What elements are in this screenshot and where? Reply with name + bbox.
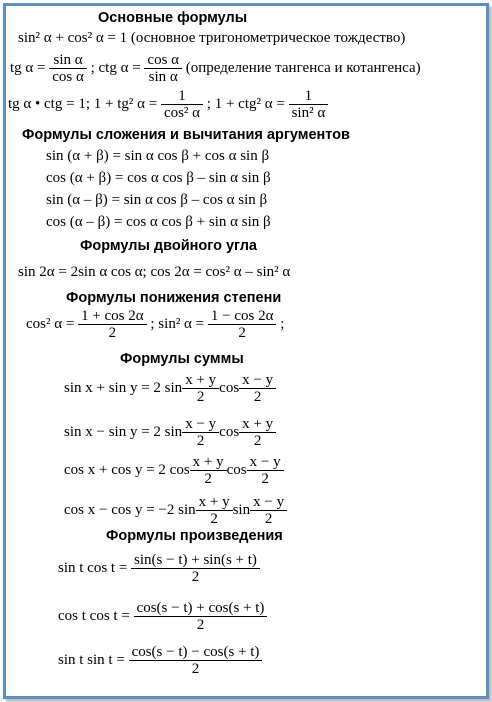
product-formula: cos t cos t = $\frac{\cos(s - t) + \cos(s + t)}{2}$ — [58, 600, 267, 633]
sum-formula: sin x + sin y = 2 sin $\frac{x + y}{2}$ cos $\frac{x - y}{2}$ — [64, 372, 276, 405]
double-angle-formula: sin 2α = 2sin α cos α; cos 2α = cos² α – sin² α — [18, 264, 291, 280]
sum-arg-fraction: $\frac{x - y}{2}$ — [247, 454, 284, 487]
cos-square-fraction: $\frac{1 + \cos 2\alpha}{2}$ — [78, 308, 147, 341]
power-reduction-formula: cos² α = $\frac{1 + \cos 2\alpha}{2}$ ; sin² α = $\frac{1 - \cos 2\alpha}{2}$ ; — [26, 308, 285, 341]
heading-addition: Формулы сложения и вычитания аргументов — [22, 127, 350, 143]
sum-arg-fraction: $\frac{x + y}{2}$ — [182, 372, 219, 405]
ctg-fraction: $\frac{\text{cos α}}{\text{sin α}}$ — [144, 52, 182, 85]
sum-formula: cos x + cos y = 2 cos $\frac{x + y}{2}$ cos $\frac{x - y}{2}$ — [64, 454, 284, 487]
addition-formula: sin (α – β) = sin α cos β – cos α sin β — [46, 192, 268, 208]
product-formula: sin t sin t = $\frac{\cos(s - t) - \cos(s + t)}{2}$ — [58, 644, 262, 677]
heading-power: Формулы понижения степени — [66, 290, 282, 306]
heading-product: Формулы произведения — [106, 528, 283, 544]
sum-arg-fraction: $\frac{x + y}{2}$ — [239, 416, 276, 449]
ctg-label: ; ctg α = — [90, 59, 141, 76]
sum-arg-fraction: $\frac{x - y}{2}$ — [250, 494, 287, 527]
formula-sheet — [3, 3, 489, 699]
tg-fraction: $\frac{\text{sin α}}{\text{cos α}}$ — [49, 52, 87, 85]
product-fraction: $\frac{\sin(s - t) + \sin(s + t)}{2}$ — [131, 552, 260, 585]
definition-note: (определение тангенса и котангенса) — [185, 59, 421, 76]
sec-fraction: $\frac{1}{\text{cos² α}}$ — [161, 88, 203, 121]
addition-formula: cos (α – β) = cos α cos β + sin α sin β — [46, 214, 271, 230]
csc-fraction: $\frac{1}{\text{sin² α}}$ — [289, 88, 329, 121]
sum-arg-fraction: $\frac{x - y}{2}$ — [239, 372, 276, 405]
identity-line: sin² α + cos² α = 1 (основное тригонометрическое тождество) — [18, 30, 406, 46]
product-fraction: $\frac{\cos(s - t) - \cos(s + t)}{2}$ — [129, 644, 263, 677]
sum-arg-fraction: $\frac{x - y}{2}$ — [182, 416, 219, 449]
sum-arg-fraction: $\frac{x + y}{2}$ — [190, 454, 227, 487]
tg-label: tg α = — [10, 59, 46, 76]
addition-formula: sin (α + β) = sin α cos β + cos α sin β — [46, 148, 270, 164]
tg-ctg-definition — [10, 52, 421, 85]
product-formula: sin t cos t = $\frac{\sin(s - t) + \sin(s + t)}{2}$ — [58, 552, 260, 585]
sum-arg-fraction: $\frac{x + y}{2}$ — [196, 494, 233, 527]
product-fraction: $\frac{\cos(s - t) + \cos(s + t)}{2}$ — [134, 600, 268, 633]
sum-formula: sin x − sin y = 2 sin $\frac{x - y}{2}$ cos $\frac{x + y}{2}$ — [64, 416, 276, 449]
heading-double: Формулы двойного угла — [80, 238, 257, 254]
addition-formula: cos (α + β) = cos α cos β – sin α sin β — [46, 170, 271, 186]
heading-basic: Основные формулы — [98, 10, 248, 26]
tg-ctg-relations: tg α • ctg = 1; 1 + tg² α = $\frac{1}{\text{cos² α}}$ ; 1 + ctg² α = $\frac{1}{\text{sin² α}}$ — [8, 88, 328, 121]
sin-square-fraction: $\frac{1 - \cos 2\alpha}{2}$ — [208, 308, 277, 341]
heading-sum: Формулы суммы — [120, 351, 244, 367]
sum-formula: cos x − cos y = −2 sin $\frac{x + y}{2}$ sin $\frac{x - y}{2}$ — [64, 494, 287, 527]
